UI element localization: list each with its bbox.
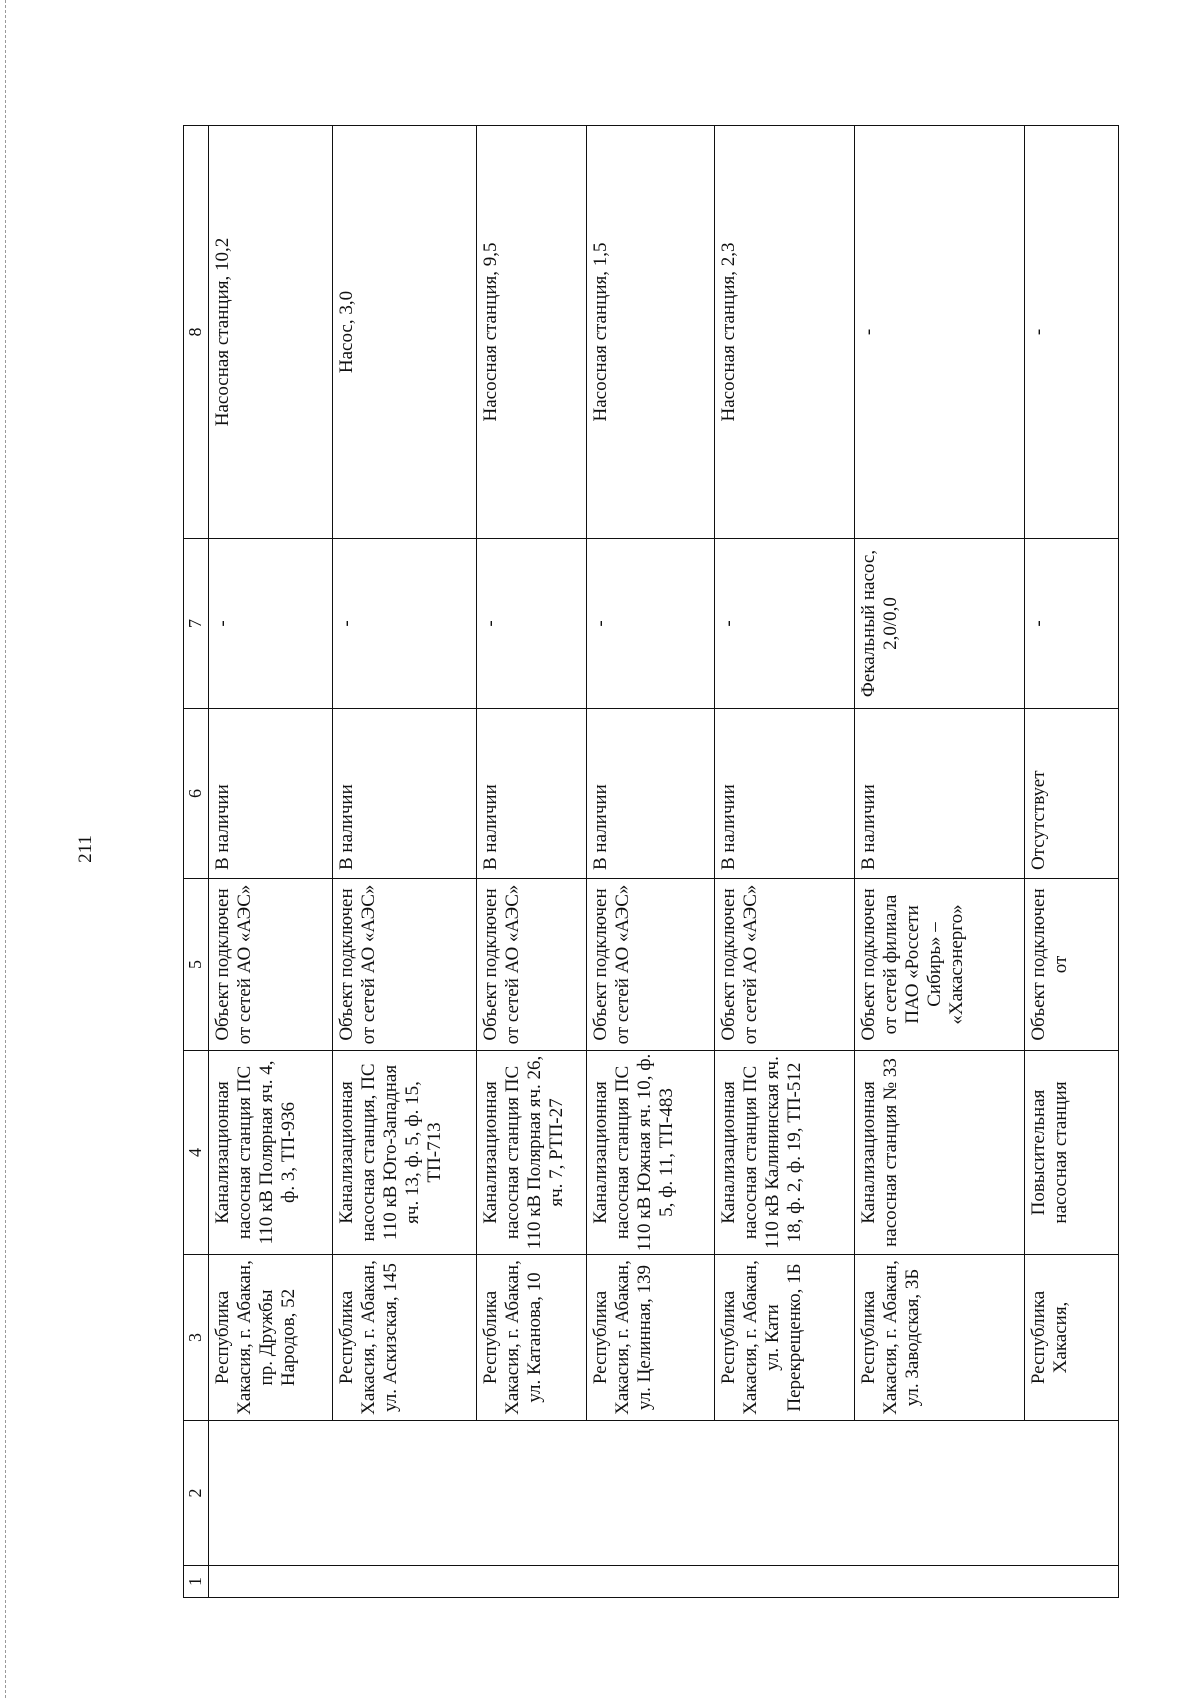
column-number: 5 (184, 879, 209, 1051)
column-number: 7 (184, 539, 209, 709)
column-number: 2 (184, 1421, 209, 1566)
connection-cell: Объект подключен от сетей филиала ПАО «Россети Сибирь» – «Хакасэнерго» (855, 879, 1025, 1051)
facility-cell: Повысительная насосная станция (1025, 1051, 1119, 1255)
binding-margin-line (5, 0, 6, 1698)
column-number: 3 (184, 1255, 209, 1421)
table-row (333, 126, 477, 1598)
equipment-cell: - (333, 539, 477, 709)
availability-cell: В наличии (855, 709, 1025, 879)
availability-cell: В наличии (209, 709, 333, 879)
facility-cell: Канализационная насосная станция ПС 110 кВ Калининская яч. 18, ф. 2, ф. 19, ТП-512 (715, 1051, 855, 1255)
cell-col1 (209, 1566, 1119, 1598)
facility-cell: Канализационная насосная станция ПС 110 кВ Полярная яч. 26, яч. 7, РТП-27 (477, 1051, 587, 1255)
availability-cell: В наличии (587, 709, 715, 879)
equipment-cell: - (587, 539, 715, 709)
table-row (1025, 126, 1119, 1598)
column-number: 4 (184, 1051, 209, 1255)
availability-cell: В наличии (715, 709, 855, 879)
pump-cell: Насосная станция, 1,5 (587, 126, 715, 539)
table-row (477, 126, 587, 1598)
address-cell: Республика Хакасия, г. Абакан, ул. Заводская, 3Б (855, 1255, 1025, 1421)
pump-cell: - (855, 126, 1025, 539)
table-row (209, 126, 333, 1598)
address-cell: Республика Хакасия, г. Абакан, ул. Целинная, 139 (587, 1255, 715, 1421)
column-number: 8 (184, 126, 209, 539)
connection-cell: Объект подключен от сетей АО «АЭС» (333, 879, 477, 1051)
equipment-cell: - (1025, 539, 1119, 709)
table-row (715, 126, 855, 1598)
equipment-cell: - (715, 539, 855, 709)
table-container (183, 126, 1123, 1598)
cell-col2 (209, 1421, 1119, 1566)
pump-cell: Насосная станция, 2,3 (715, 126, 855, 539)
address-cell: Республика Хакасия, (1025, 1255, 1119, 1421)
facility-cell: Канализационная насосная станция № 33 (855, 1051, 1025, 1255)
facility-cell: Канализационная насосная станция, ПС 110 кВ Юго-Западная яч. 13, ф. 5, ф. 15, ТП-713 (333, 1051, 477, 1255)
connection-cell: Объект подключен от сетей АО «АЭС» (587, 879, 715, 1051)
address-cell: Республика Хакасия, г. Абакан, ул. Кати Перекрещенко, 1Б (715, 1255, 855, 1421)
equipment-cell: - (477, 539, 587, 709)
facility-cell: Канализационная насосная станция ПС 110 кВ Полярная яч. 4, ф. 3, ТП-936 (209, 1051, 333, 1255)
connection-cell: Объект подключен от (1025, 879, 1119, 1051)
pump-cell: Насосная станция, 10,2 (209, 126, 333, 539)
table-row (587, 126, 715, 1598)
pump-cell: Насос, 3,0 (333, 126, 477, 539)
page-number: 211 (75, 835, 96, 863)
availability-cell: В наличии (333, 709, 477, 879)
availability-cell: В наличии (477, 709, 587, 879)
column-number-row (184, 126, 209, 1598)
connection-cell: Объект подключен от сетей АО «АЭС» (209, 879, 333, 1051)
availability-cell: Отсутствует (1025, 709, 1119, 879)
connection-cell: Объект подключен от сетей АО «АЭС» (715, 879, 855, 1051)
column-number: 1 (184, 1566, 209, 1598)
pump-cell: - (1025, 126, 1119, 539)
column-number: 6 (184, 709, 209, 879)
equipment-cell: - (209, 539, 333, 709)
connection-cell: Объект подключен от сетей АО «АЭС» (477, 879, 587, 1051)
pump-cell: Насосная станция, 9,5 (477, 126, 587, 539)
facility-cell: Канализационная насосная станция ПС 110 кВ Южная яч. 10, ф. 5, ф. 11, ТП-483 (587, 1051, 715, 1255)
data-table (183, 125, 1119, 1598)
address-cell: Республика Хакасия, г. Абакан, пр. Дружбы Народов, 52 (209, 1255, 333, 1421)
equipment-cell: Фекальный насос, 2,0/0,0 (855, 539, 1025, 709)
address-cell: Республика Хакасия, г. Абакан, ул. Аскизская, 145 (333, 1255, 477, 1421)
address-cell: Республика Хакасия, г. Абакан, ул. Катанова, 10 (477, 1255, 587, 1421)
table-row (855, 126, 1025, 1598)
